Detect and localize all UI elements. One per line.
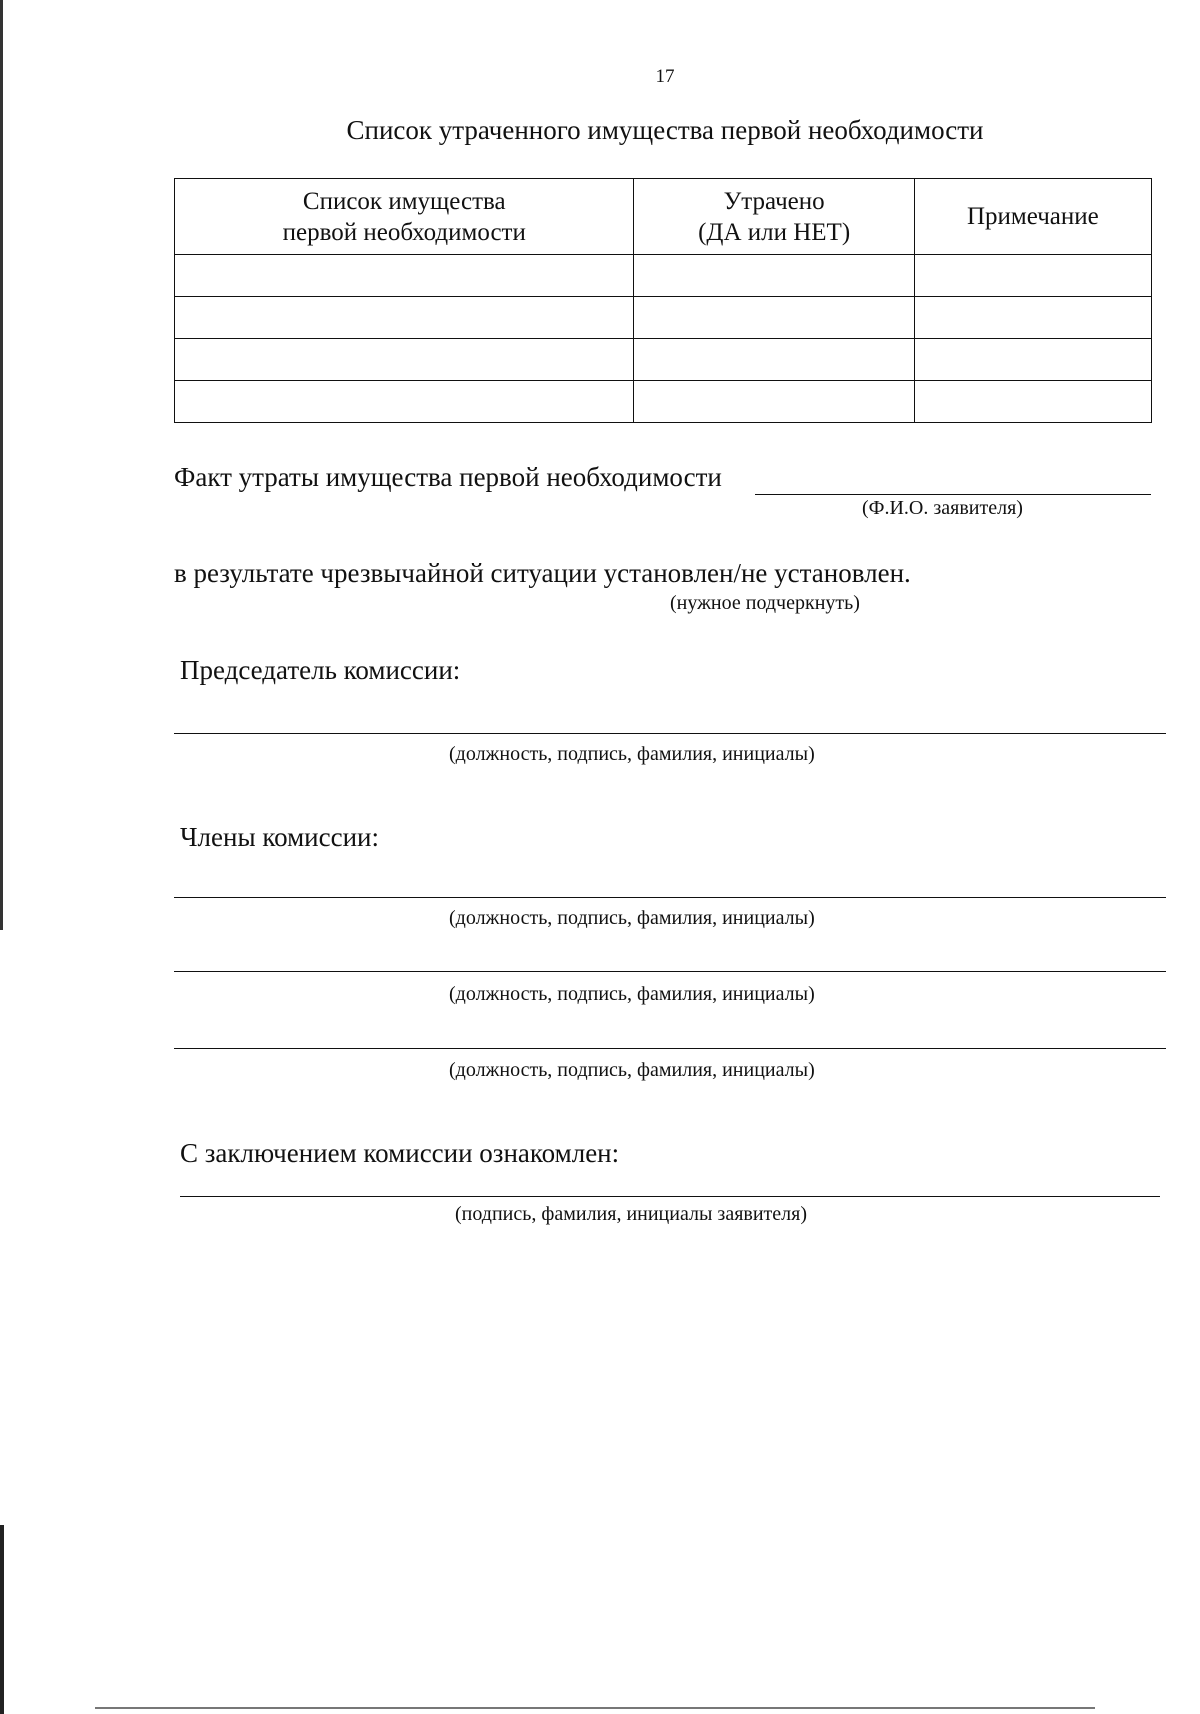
table-row: [175, 381, 1152, 423]
member-signature-caption: (должность, подпись, фамилия, инициалы): [449, 1059, 815, 1081]
chairman-signature-caption: (должность, подпись, фамилия, инициалы): [449, 743, 815, 765]
page-title: Список утраченного имущества первой необходимости: [346, 115, 984, 145]
member-signature-caption: (должность, подпись, фамилия, инициалы): [449, 983, 815, 1005]
applicant-name-caption: (Ф.И.О. заявителя): [862, 497, 1023, 519]
column-header-line: Список имущества: [302, 187, 506, 215]
table-cell[interactable]: [634, 339, 914, 381]
column-header-lost: [634, 179, 914, 255]
table-row: [175, 255, 1152, 297]
table-cell[interactable]: [634, 255, 914, 297]
members-label: Члены комиссии:: [180, 822, 379, 852]
chairman-label: Председатель комиссии:: [180, 655, 461, 685]
column-header-line: (ДА или НЕТ): [698, 218, 851, 246]
table-cell[interactable]: [175, 297, 634, 339]
table-cell[interactable]: [914, 381, 1151, 423]
member-signature-line[interactable]: [174, 971, 1166, 972]
applicant-signature-line[interactable]: [180, 1196, 1160, 1197]
table-cell[interactable]: [914, 255, 1151, 297]
table-cell[interactable]: [914, 297, 1151, 339]
scan-edge: [95, 1707, 1095, 1709]
fact-of-loss-text: Факт утраты имущества первой необходимости: [174, 462, 722, 492]
emergency-result-text: в результате чрезвычайной ситуации установлен/не установлен.: [174, 558, 911, 588]
acknowledgement-label: С заключением комиссии ознакомлен:: [180, 1138, 620, 1168]
page-number: 17: [655, 66, 675, 87]
column-header-line: первой необходимости: [282, 218, 526, 246]
table-row: [175, 339, 1152, 381]
table-row: [175, 297, 1152, 339]
member-signature-line[interactable]: [174, 1048, 1166, 1049]
applicant-name-line[interactable]: [755, 463, 1151, 495]
member-signature-caption: (должность, подпись, фамилия, инициалы): [449, 907, 815, 929]
column-header-property: [175, 179, 634, 255]
column-header-line: Утрачено: [723, 187, 825, 215]
table-cell[interactable]: [175, 339, 634, 381]
scan-edge: [0, 1525, 4, 1714]
column-header-note: [914, 179, 1151, 255]
column-header-line: Примечание: [966, 203, 1099, 230]
table-cell[interactable]: [175, 255, 634, 297]
table-header-row: [175, 179, 1152, 255]
table-cell[interactable]: [634, 297, 914, 339]
lost-property-table: [174, 178, 1152, 423]
table-cell[interactable]: [634, 381, 914, 423]
table-cell[interactable]: [175, 381, 634, 423]
underline-hint-caption: (нужное подчеркнуть): [670, 592, 860, 614]
table-cell[interactable]: [914, 339, 1151, 381]
chairman-signature-line[interactable]: [174, 733, 1166, 734]
applicant-signature-caption: (подпись, фамилия, инициалы заявителя): [455, 1203, 808, 1225]
member-signature-line[interactable]: [174, 897, 1166, 898]
